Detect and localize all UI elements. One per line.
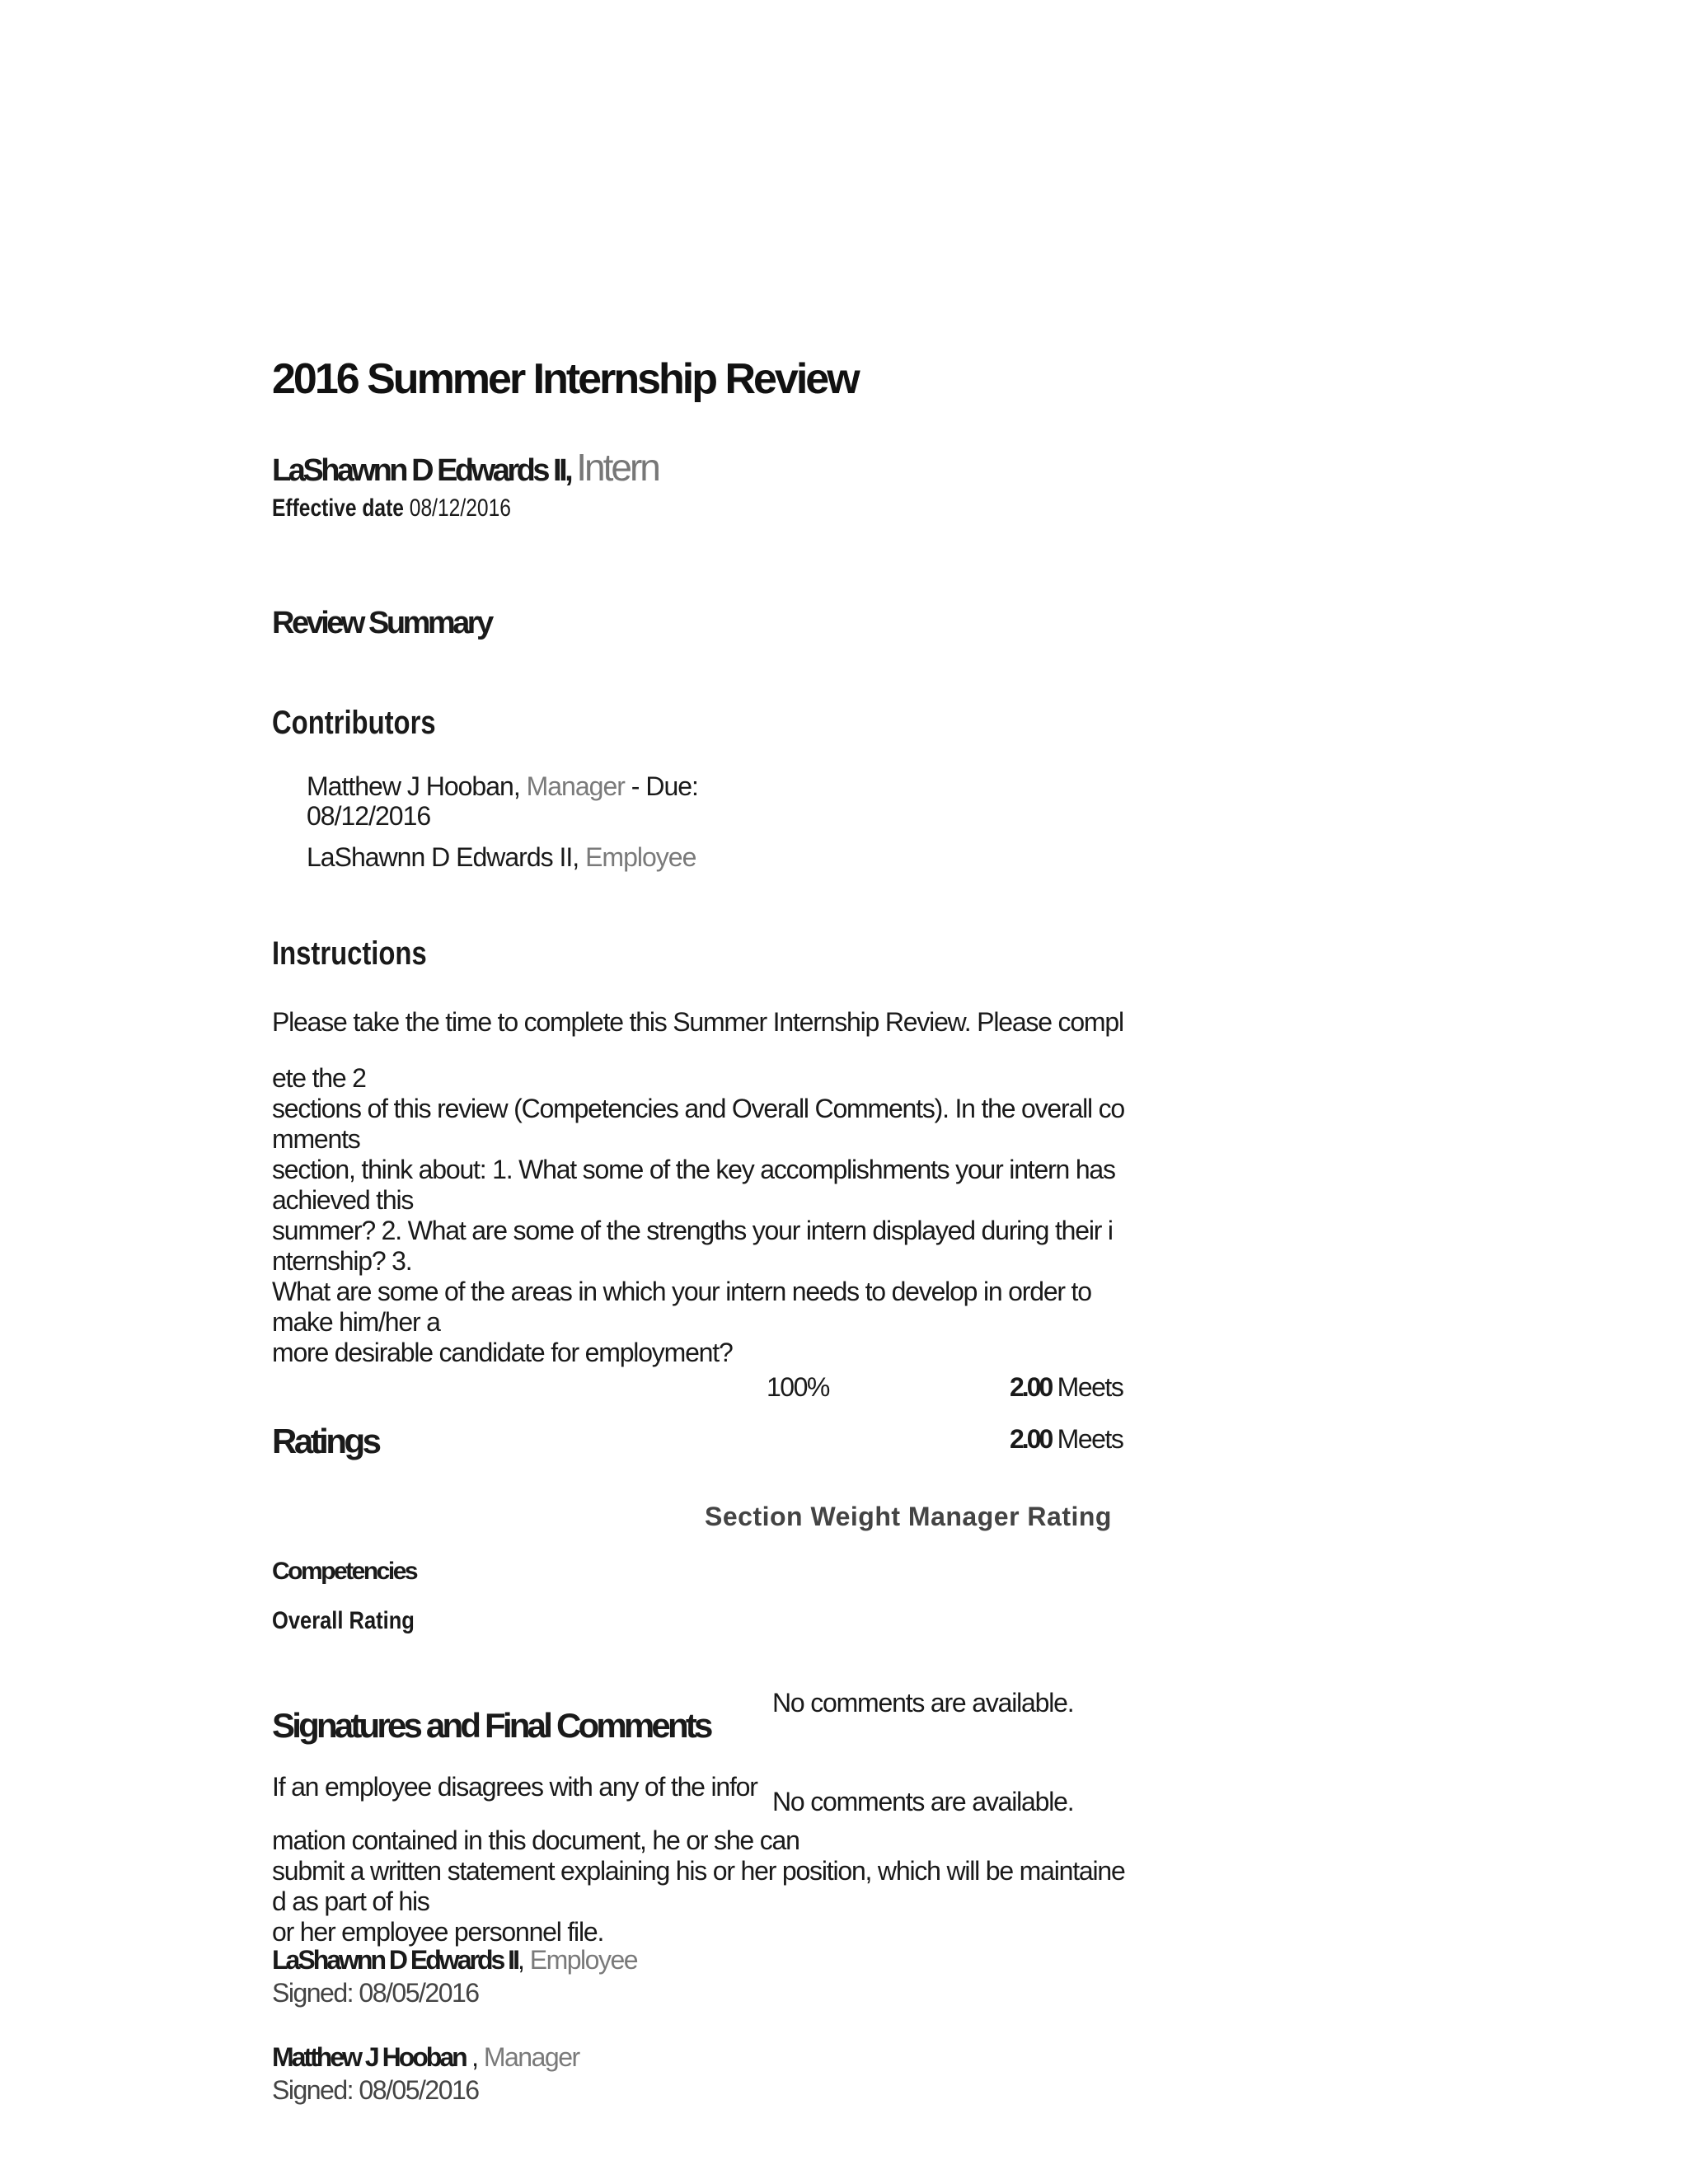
document-title: 2016 Summer Internship Review bbox=[272, 355, 858, 403]
signer-signed-date: Signed: 08/05/2016 bbox=[272, 1978, 479, 2008]
instructions-line: make him/her a bbox=[272, 1307, 440, 1337]
competencies-rating-label: Meets bbox=[1057, 1372, 1123, 1402]
instructions-heading: Instructions bbox=[272, 935, 427, 972]
signer-employee: LaShawnn D Edwards II, Employee bbox=[272, 1945, 638, 1975]
instructions-line: Please take the time to complete this Summer Internship Review. Please compl bbox=[272, 1007, 1123, 1037]
signatures-text bbox=[272, 1825, 1125, 1947]
instructions-line: mments bbox=[272, 1124, 360, 1154]
review-summary-heading: Review Summary bbox=[272, 606, 491, 640]
contributor-item-employee: LaShawnn D Edwards II, Employee bbox=[307, 842, 696, 872]
instructions-line: section, think about: 1. What some of the key accomplishments your intern has bbox=[272, 1155, 1115, 1184]
signatures-text-line: or her employee personnel file. bbox=[272, 1917, 604, 1947]
contributor-due-label: - Due: bbox=[631, 771, 698, 801]
contributors-heading: Contributors bbox=[272, 705, 436, 741]
competencies-rating bbox=[1010, 1372, 1123, 1403]
effective-date-line bbox=[272, 494, 511, 523]
instructions-line: ete the 2 bbox=[272, 1063, 366, 1093]
effective-date-value: 08/12/2016 bbox=[409, 494, 511, 522]
instructions-line: nternship? 3. bbox=[272, 1246, 412, 1276]
signatures-text-line: submit a written statement explaining his or her position, which will be maintaine bbox=[272, 1856, 1125, 1886]
contributor-role: Manager bbox=[526, 771, 625, 801]
instructions-line: achieved this bbox=[272, 1185, 414, 1215]
ratings-column-header: Section Weight Manager Rating bbox=[705, 1502, 1112, 1531]
comments-empty-text: No comments are available. bbox=[772, 1787, 1074, 1816]
overall-rating-label: Meets bbox=[1057, 1424, 1123, 1454]
signer-name: LaShawnn D Edwards II bbox=[272, 1945, 518, 1975]
competencies-weight: 100% bbox=[767, 1372, 829, 1402]
instructions-line: sections of this review (Competencies and Overall Comments). In the overall co bbox=[272, 1094, 1124, 1123]
instructions-line: summer? 2. What are some of the strengths your intern displayed during their i bbox=[272, 1216, 1113, 1245]
signer-manager: Matthew J Hooban , Manager bbox=[272, 2042, 579, 2072]
overall-rating-row-label: Overall Rating bbox=[272, 1607, 415, 1634]
signer-role: Employee bbox=[529, 1945, 638, 1975]
competencies-score: 2.00 bbox=[1010, 1372, 1052, 1402]
contributor-item-manager: Matthew J Hooban, Manager - Due: 08/12/2016 bbox=[307, 771, 698, 831]
employee-role: Intern bbox=[576, 446, 659, 489]
ratings-heading: Ratings bbox=[272, 1422, 379, 1460]
overall-rating-value bbox=[1010, 1424, 1123, 1455]
effective-date-label: Effective date bbox=[272, 494, 404, 522]
signer-signed-date: Signed: 08/05/2016 bbox=[272, 2075, 479, 2105]
signatures-text-line: d as part of his bbox=[272, 1886, 429, 1916]
instructions-line: What are some of the areas in which your intern needs to develop in order to bbox=[272, 1277, 1091, 1306]
signatures-text-line: If an employee disagrees with any of the infor bbox=[272, 1772, 757, 1802]
instructions-line: more desirable candidate for employment? bbox=[272, 1338, 733, 1367]
signatures-heading: Signatures and Final Comments bbox=[272, 1706, 710, 1745]
contributor-name: Matthew J Hooban bbox=[307, 771, 513, 801]
contributor-name: LaShawnn D Edwards II bbox=[307, 842, 573, 872]
contributor-due-date: 08/12/2016 bbox=[307, 801, 431, 831]
contributor-role: Employee bbox=[585, 842, 696, 872]
overall-score: 2.00 bbox=[1010, 1424, 1052, 1454]
signer-role: Manager bbox=[483, 2042, 579, 2072]
signer-name: Matthew J Hooban bbox=[272, 2042, 466, 2072]
comments-empty-text: No comments are available. bbox=[772, 1688, 1074, 1718]
signatures-text-line: mation contained in this document, he or she can bbox=[272, 1825, 799, 1855]
employee-name: LaShawnn D Edwards II bbox=[272, 453, 565, 488]
instructions-text bbox=[272, 1063, 1124, 1368]
employee-name-line: LaShawnn D Edwards II, Intern bbox=[272, 446, 659, 489]
competencies-row-label: Competencies bbox=[272, 1558, 417, 1585]
